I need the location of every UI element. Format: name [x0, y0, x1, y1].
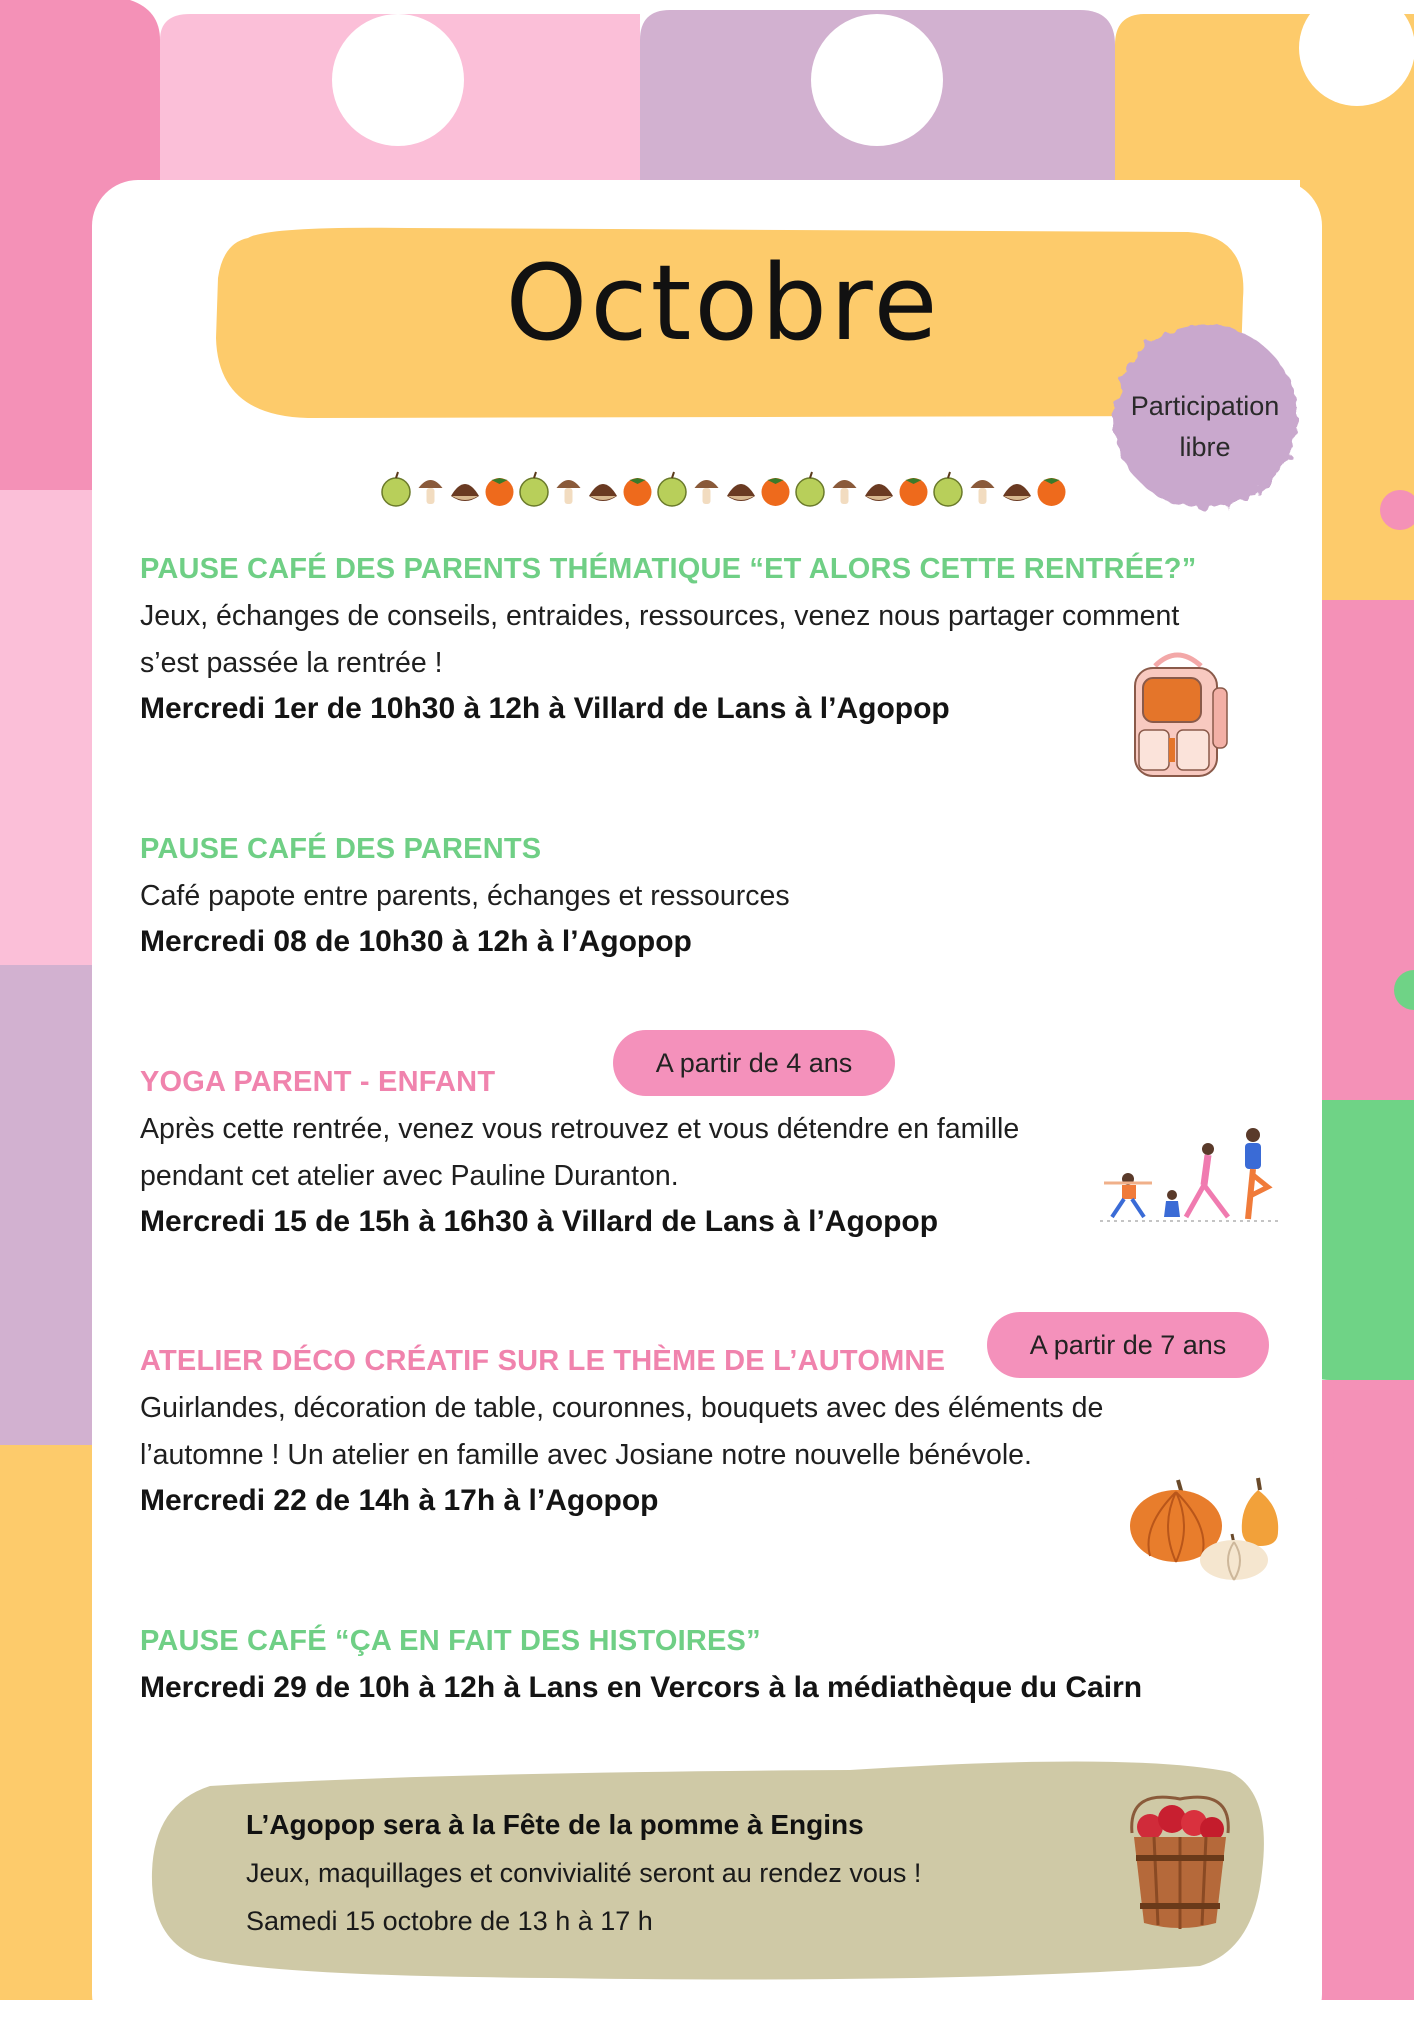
garland-apple-icon	[934, 472, 962, 506]
page-title: Octobre	[505, 242, 941, 364]
garland-mushroom-icon	[557, 480, 581, 504]
event-3-age-pill: A partir de 4 ans	[613, 1030, 895, 1096]
event-3-desc-line-2: pendant cet atelier avec Pauline Duranton.	[140, 1160, 679, 1192]
fete-desc: Jeux, maquillages et convivialité seront au rendez vous !	[246, 1858, 922, 1888]
badge-line-2: libre	[1179, 432, 1231, 462]
garland-mushroom-icon	[971, 480, 995, 504]
garland-persimmon-icon	[900, 478, 928, 506]
garland-mushroom-icon	[419, 480, 443, 504]
backpack-icon	[1125, 648, 1230, 780]
yoga-family-icon	[1100, 1125, 1280, 1225]
garland-persimmon-icon	[762, 478, 790, 506]
event-4-desc-line-1: Guirlandes, décoration de table, couronnes, bouquets avec des éléments de	[140, 1392, 1104, 1424]
event-4-age-pill: A partir de 7 ans	[987, 1312, 1269, 1378]
garland-chestnut-icon	[451, 484, 479, 501]
garland-chestnut-icon	[865, 484, 893, 501]
garland-chestnut-icon	[1003, 484, 1031, 501]
event-4-title: ATELIER DÉCO CRÉATIF SUR LE THÈME DE L’AUTOMNE	[140, 1345, 946, 1377]
event-2-desc: Café papote entre parents, échanges et ressources	[140, 880, 790, 912]
fete-title: L’Agopop sera à la Fête de la pomme à Engins	[246, 1809, 864, 1840]
event-5-date: Mercredi 29 de 10h à 12h à Lans en Vercors à la médiathèque du Cairn	[140, 1671, 1143, 1704]
event-2-title: PAUSE CAFÉ DES PARENTS	[140, 833, 542, 865]
event-1-date: Mercredi 1er de 10h30 à 12h à Villard de Lans à l’Agopop	[140, 692, 950, 725]
event-3-title: YOGA PARENT - ENFANT	[140, 1066, 496, 1098]
event-4-date: Mercredi 22 de 14h à 17h à l’Agopop	[140, 1484, 659, 1517]
garland-chestnut-icon	[589, 484, 617, 501]
garland-persimmon-icon	[624, 478, 652, 506]
event-1-title: PAUSE CAFÉ DES PARENTS THÉMATIQUE “ET ALORS CETTE RENTRÉE?”	[140, 553, 1197, 585]
fete-date: Samedi 15 octobre de 13 h à 17 h	[246, 1906, 653, 1936]
garland-apple-icon	[520, 472, 548, 506]
event-2-date: Mercredi 08 de 10h30 à 12h à l’Agopop	[140, 925, 692, 958]
participation-badge	[1105, 386, 1305, 468]
garland-apple-icon	[382, 472, 410, 506]
event-4-desc-line-2: l’automne ! Un atelier en famille avec Josiane notre nouvelle bénévole.	[140, 1439, 1032, 1471]
event-1-desc-line-2: s’est passée la rentrée !	[140, 647, 443, 679]
garland-mushroom-icon	[833, 480, 857, 504]
event-1-desc-line-1: Jeux, échanges de conseils, entraides, ressources, venez nous partager comment	[140, 600, 1180, 632]
garland-apple-icon	[658, 472, 686, 506]
garland-persimmon-icon	[1038, 478, 1066, 506]
pumpkins-icon	[1128, 1476, 1293, 1581]
event-3-desc-line-1: Après cette rentrée, venez vous retrouvez et vous détendre en famille	[140, 1113, 1020, 1145]
garland-chestnut-icon	[727, 484, 755, 501]
badge-line-1: Participation	[1130, 391, 1280, 421]
garland-icon	[378, 470, 1068, 508]
garland-apple-icon	[796, 472, 824, 506]
garland-persimmon-icon	[486, 478, 514, 506]
event-5-title: PAUSE CAFÉ “ÇA EN FAIT DES HISTOIRES”	[140, 1625, 761, 1657]
apple-basket-icon	[1124, 1793, 1236, 1931]
event-3-date: Mercredi 15 de 15h à 16h30 à Villard de Lans à l’Agopop	[140, 1205, 939, 1238]
garland-mushroom-icon	[695, 480, 719, 504]
